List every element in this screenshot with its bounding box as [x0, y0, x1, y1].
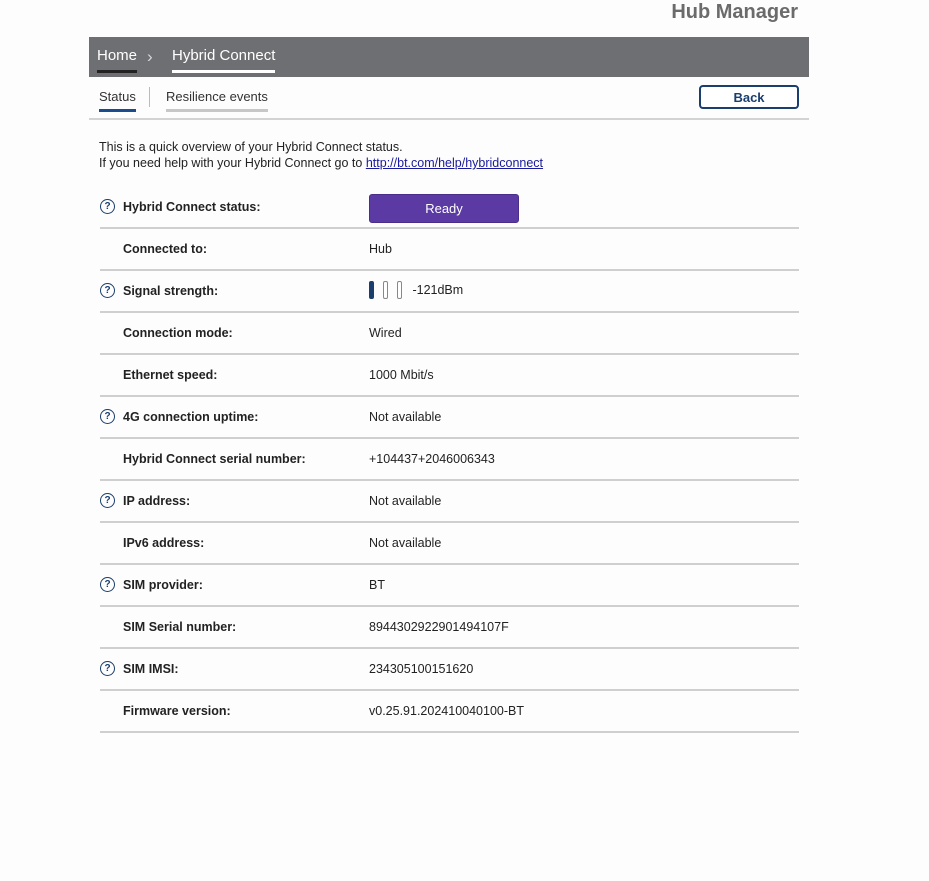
row-ip-address [100, 481, 799, 523]
row-sim-imsi [100, 649, 799, 691]
signal-bar-icon [383, 281, 388, 299]
help-icon[interactable]: ? [100, 661, 115, 676]
intro-line-1: This is a quick overview of your Hybrid Connect status. [99, 140, 403, 154]
row-value: v0.25.91.202410040100-BT [369, 704, 524, 718]
row-value: 1000 Mbit/s [369, 368, 434, 382]
intro-text [99, 139, 543, 171]
signal-bars [369, 281, 411, 298]
help-icon[interactable]: ? [100, 493, 115, 508]
row-connected-to [100, 229, 799, 271]
row-sim-serial [100, 607, 799, 649]
row-value: Not available [369, 494, 442, 508]
row-label: Hybrid Connect serial number: [123, 452, 306, 466]
row-label: SIM IMSI: [123, 662, 179, 676]
row-value: Not available [369, 536, 442, 550]
row-label: Connected to: [123, 242, 208, 256]
row-hybrid-connect-status [100, 187, 799, 229]
row-label: Ethernet speed: [123, 368, 218, 382]
help-icon[interactable]: ? [100, 577, 115, 592]
row-serial-number [100, 439, 799, 481]
row-label: Signal strength: [123, 284, 219, 298]
tab-resilience-events[interactable]: Resilience events [166, 89, 268, 112]
row-ethernet-speed [100, 355, 799, 397]
row-value: Wired [369, 326, 402, 340]
help-icon[interactable]: ? [100, 199, 115, 214]
signal-bar-icon [397, 281, 402, 299]
breadcrumb-home[interactable]: Home [97, 47, 137, 73]
tab-status[interactable]: Status [99, 89, 136, 112]
row-value: BT [369, 578, 385, 592]
row-label: Firmware version: [123, 704, 231, 718]
row-label: 4G connection uptime: [123, 410, 259, 424]
row-value: 234305100151620 [369, 662, 474, 676]
app-title: Hub Manager [671, 1, 798, 23]
row-connection-mode [100, 313, 799, 355]
help-icon[interactable]: ? [100, 283, 115, 298]
chevron-right-icon: › [147, 47, 153, 66]
sub-tabs [89, 77, 809, 120]
row-4g-uptime [100, 397, 799, 439]
row-sim-provider [100, 565, 799, 607]
row-value: Not available [369, 410, 442, 424]
status-badge: Ready [369, 194, 519, 223]
intro-line-2 [99, 155, 543, 171]
back-button[interactable]: Back [699, 85, 799, 109]
row-label: Connection mode: [123, 326, 233, 340]
help-icon[interactable]: ? [100, 409, 115, 424]
status-table [100, 187, 799, 733]
row-ipv6-address [100, 523, 799, 565]
signal-value: -121dBm [412, 283, 464, 297]
row-value: +104437+2046006343 [369, 452, 495, 466]
row-value: Hub [369, 242, 392, 256]
tab-divider [149, 87, 150, 107]
signal-bar-icon [369, 281, 374, 299]
row-label: Hybrid Connect status: [123, 200, 261, 214]
row-value: 8944302922901494107F [369, 620, 509, 634]
row-label: IP address: [123, 494, 191, 508]
row-label: SIM provider: [123, 578, 203, 592]
help-link[interactable]: http://bt.com/help/hybridconnect [365, 156, 544, 170]
row-label: SIM Serial number: [123, 620, 237, 634]
breadcrumb-bar [89, 37, 809, 77]
row-label: IPv6 address: [123, 536, 205, 550]
row-signal-strength [100, 271, 799, 313]
intro-help-text: If you need help with your Hybrid Connect go to [99, 156, 363, 170]
signal-indicator [369, 281, 463, 301]
row-firmware-version [100, 691, 799, 733]
breadcrumb-hybrid-connect[interactable]: Hybrid Connect [172, 47, 275, 73]
